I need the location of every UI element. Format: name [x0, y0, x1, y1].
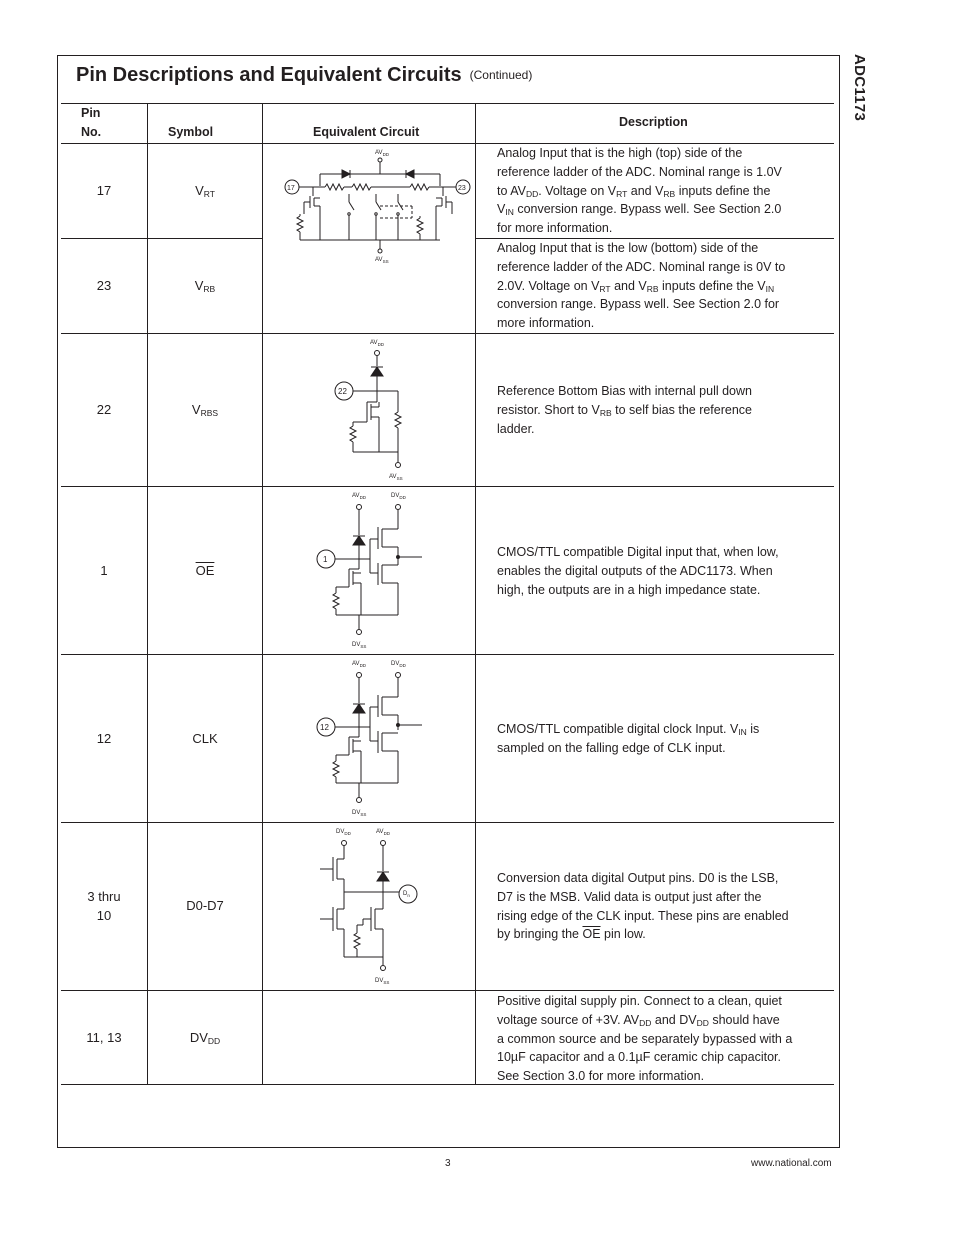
svg-text:12: 12 [320, 723, 329, 732]
description-dvdd: Positive digital supply pin. Connect to a clean, quiet voltage source of +3V. $AV_{DD}$ and $DV_{DD}$ should have a common source and be separately bypassed with a 10µF capacitor and a 0.1µF ceramic chip capacitor. See Section 3.0 for more information. [497, 994, 793, 1084]
svg-text:AVDD: $AV_{DD}$ [352, 661, 367, 668]
reference-ladder-circuit [280, 146, 475, 268]
row-rule [61, 238, 262, 239]
svg-text:22: 22 [338, 387, 347, 396]
oe-input-circuit [312, 489, 432, 651]
svg-text:AVDD: $AV_{DD}$ [352, 493, 367, 500]
description-vrb: Analog Input that is the low (bottom) side of the reference ladder of the ADC. Nominal range is 0V to 2.0V. Voltage on $V_{RT}$ and $V_{RB}$ inputs define the $V_{IN}$ conversion range. Bypass well. See Section 2.0 for more information. [497, 241, 786, 331]
row-rule [61, 822, 834, 823]
header-circuit: Equivalent Circuit [313, 125, 420, 139]
description-vrbs: Reference Bottom Bias with internal pull down resistor. Short to $V_{RB}$ to self bias the reference ladder. [497, 384, 752, 436]
header-no: No. [81, 125, 102, 139]
svg-text:Dn: $D_n$ [403, 891, 410, 898]
clk-input-circuit [312, 657, 432, 819]
header-pin: Pin [81, 106, 101, 120]
pin-symbol: $V_{RB}$ [194, 278, 216, 294]
column-rule [262, 103, 263, 1085]
svg-text:AVDD: $AV_{DD}$ [370, 340, 385, 347]
pin-number: 22 [96, 402, 112, 417]
row-rule [61, 990, 834, 991]
pin-symbol: $V_{RBS}$ [191, 402, 219, 418]
row-rule [61, 654, 834, 655]
description-clk: CMOS/TTL compatible digital clock Input. $V_{IN}$ is sampled on the falling edge of CLK input. [497, 722, 760, 755]
svg-text:AVSS: $AV_{SS}$ [375, 257, 389, 264]
page-title: Pin Descriptions and Equivalent Circuits (Continued) [76, 64, 533, 86]
pin-symbol: D0-D7 [186, 898, 224, 913]
side-title: ADC1173 [851, 54, 868, 122]
vrbs-circuit [325, 336, 425, 486]
pin-symbol: CLK [192, 731, 218, 746]
row-rule [61, 486, 834, 487]
column-rule [147, 103, 148, 1085]
svg-text:DVSS: $DV_{SS}$ [375, 978, 390, 985]
pin-number: 11, 13 [86, 1030, 122, 1045]
pin-number: 3 thru 10 [87, 889, 121, 923]
data-output-circuit [315, 825, 425, 987]
description-data: Conversion data digital Output pins. D0 is the LSB, D7 is the MSB. Valid data is output just after the rising edge of the CLK input. These pins are enabled by bringing the $\overline{OE}$ pin low. [497, 871, 789, 942]
svg-text:AVDD: $AV_{DD}$ [376, 829, 391, 836]
svg-text:DVSS: $DV_{SS}$ [352, 810, 367, 817]
pin-symbol: $V_{RT}$ [195, 183, 215, 199]
svg-text:17: 17 [287, 185, 295, 192]
svg-text:DVDD: $DV_{DD}$ [336, 829, 351, 836]
page-number: 3 [445, 1158, 451, 1169]
pin-symbol: $DV_{DD}$ [189, 1030, 221, 1046]
pin-number: 1 [100, 563, 108, 578]
pin-number: 17 [96, 183, 112, 198]
description-vrt: Analog Input that is the high (top) side of the reference ladder of the ADC. Nominal range is 1.0V to $AV_{DD}$. Voltage on $V_{RT}$ and $V_{RB}$ inputs define the $V_{IN}$ conversion range. Bypass well. See Section 2.0 for more information. [497, 146, 782, 236]
footer-url[interactable]: www.national.com [751, 1158, 832, 1169]
description-oe: CMOS/TTL compatible Digital input that, when low, enables the digital outputs of the ADC1173. When high, the outputs are in a high impedance state. [497, 545, 779, 597]
svg-text:DVDD: $DV_{DD}$ [391, 661, 406, 668]
pin-number: 23 [96, 278, 112, 293]
column-rule [475, 103, 476, 1085]
header-description: Description [619, 115, 688, 129]
svg-text:DVSS: $DV_{SS}$ [352, 642, 367, 649]
row-rule [61, 333, 834, 334]
pin-number: 12 [96, 731, 112, 746]
svg-text:23: 23 [458, 185, 466, 192]
svg-text:1: 1 [323, 555, 328, 564]
svg-text:AVDD: $AV_{DD}$ [375, 150, 390, 157]
table-top-rule [61, 103, 834, 104]
svg-text:AVSS: $AV_{SS}$ [389, 474, 403, 481]
svg-text:DVDD: $DV_{DD}$ [391, 493, 406, 500]
header-symbol: Symbol [168, 125, 214, 139]
pin-symbol: $\overline{OE}$ [195, 563, 215, 578]
title-note: (Continued) [469, 68, 533, 82]
